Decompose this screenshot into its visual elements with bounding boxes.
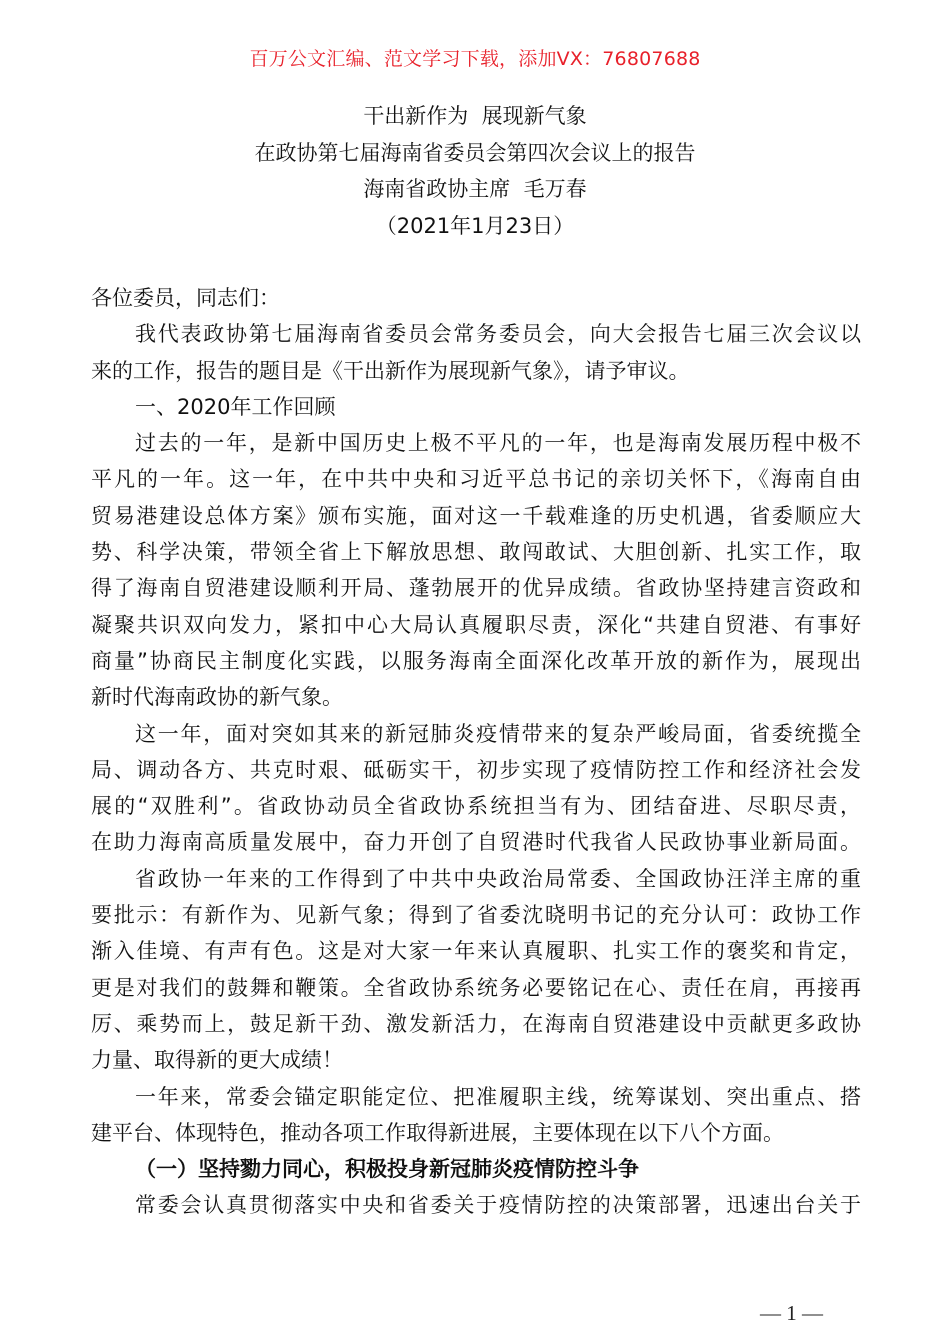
subsection-heading: （一）坚持勠力同心，积极投身新冠肺炎疫情防控斗争 [135, 1157, 639, 1182]
paragraph-line: 局、调动各方、共克时艰、砥砺实干，初步实现了疫情防控工作和经济社会发 [91, 757, 861, 782]
paragraph-line: 常委会认真贯彻落实中央和省委关于疫情防控的决策部署，迅速出台关于 [135, 1193, 861, 1218]
paragraph-line: 力量、取得新的更大成绩！ [91, 1048, 343, 1073]
paragraph-line: 过去的一年，是新中国历史上极不平凡的一年，也是海南发展历程中极不 [135, 431, 861, 456]
title-block [0, 98, 950, 244]
page-number: — 1 — [760, 1301, 823, 1325]
paragraph-line: 我代表政协第七届海南省委员会常务委员会，向大会报告七届三次会议以 [135, 322, 861, 347]
paragraph-line: 势、科学决策，带领全省上下解放思想、敢闯敢试、大胆创新、扎实工作，取 [91, 540, 861, 565]
paragraph-line: 平凡的一年。这一年，在中共中央和习近平总书记的亲切关怀下，《海南自由 [91, 467, 861, 492]
paragraph-line: 凝聚共识双向发力，紧扣中心大局认真履职尽责，深化“共建自贸港、有事好 [91, 612, 861, 637]
document-body [91, 280, 861, 1224]
paragraph-line: 厉、乘势而上，鼓足新干劲、激发新活力，在海南自贸港建设中贡献更多政协 [91, 1011, 861, 1036]
paragraph-line: 这一年，面对突如其来的新冠肺炎疫情带来的复杂严峻局面，省委统揽全 [135, 721, 861, 746]
section-heading: 一、2020年工作回顾 [135, 394, 336, 419]
paragraph-line: 一年来，常委会锚定职能定位、把准履职主线，统筹谋划、突出重点、搭 [135, 1084, 861, 1109]
paragraph-line: 省政协一年来的工作得到了中共中央政治局常委、全国政协汪洋主席的重 [135, 866, 861, 891]
paragraph-line: 更是对我们的鼓舞和鞭策。全省政协系统务必要铭记在心、责任在肩，再接再 [91, 975, 861, 1000]
paragraph-line: 在助力海南高质量发展中，奋力开创了自贸港时代我省人民政协事业新局面。 [91, 830, 861, 855]
paragraph-line: 建平台、体现特色，推动各项工作取得新进展，主要体现在以下八个方面。 [91, 1120, 784, 1145]
paragraph-line: 得了海南自贸港建设顺利开局、蓬勃展开的优异成绩。省政协坚持建言资政和 [91, 576, 861, 601]
document-date: （2021年1月23日） [375, 213, 575, 238]
document-title: 干出新作为 展现新气象 [363, 104, 587, 128]
paragraph-line: 贸易港建设总体方案》颁布实施，面对这一千载难逢的历史机遇，省委顺应大 [91, 503, 861, 528]
paragraph-line: 要批示：有新作为、见新气象；得到了省委沈晓明书记的充分认可：政协工作 [91, 903, 861, 928]
paragraph-line: 商量”协商民主制度化实践，以服务海南全面深化改革开放的新作为，展现出 [91, 648, 861, 673]
paragraph-line: 来的工作，报告的题目是《干出新作为展现新气象》，请予审议。 [91, 358, 690, 383]
greeting: 各位委员，同志们： [91, 286, 280, 310]
document-subtitle: 在政协第七届海南省委员会第四次会议上的报告 [254, 140, 696, 165]
paragraph-line: 渐入佳境、有声有色。这是对大家一年来认真履职、扎实工作的褒奖和肯定， [91, 939, 861, 964]
watermark-banner: 百万公文汇编、范文学习下载，添加VX：76807688 [249, 48, 701, 70]
paragraph-line: 展的“双胜利”。省政协动员全省政协系统担当有为、团结奋进、尽职尽责， [91, 794, 861, 819]
document-author: 海南省政协主席 毛万春 [363, 177, 587, 201]
paragraph-line: 新时代海南政协的新气象。 [91, 685, 343, 710]
